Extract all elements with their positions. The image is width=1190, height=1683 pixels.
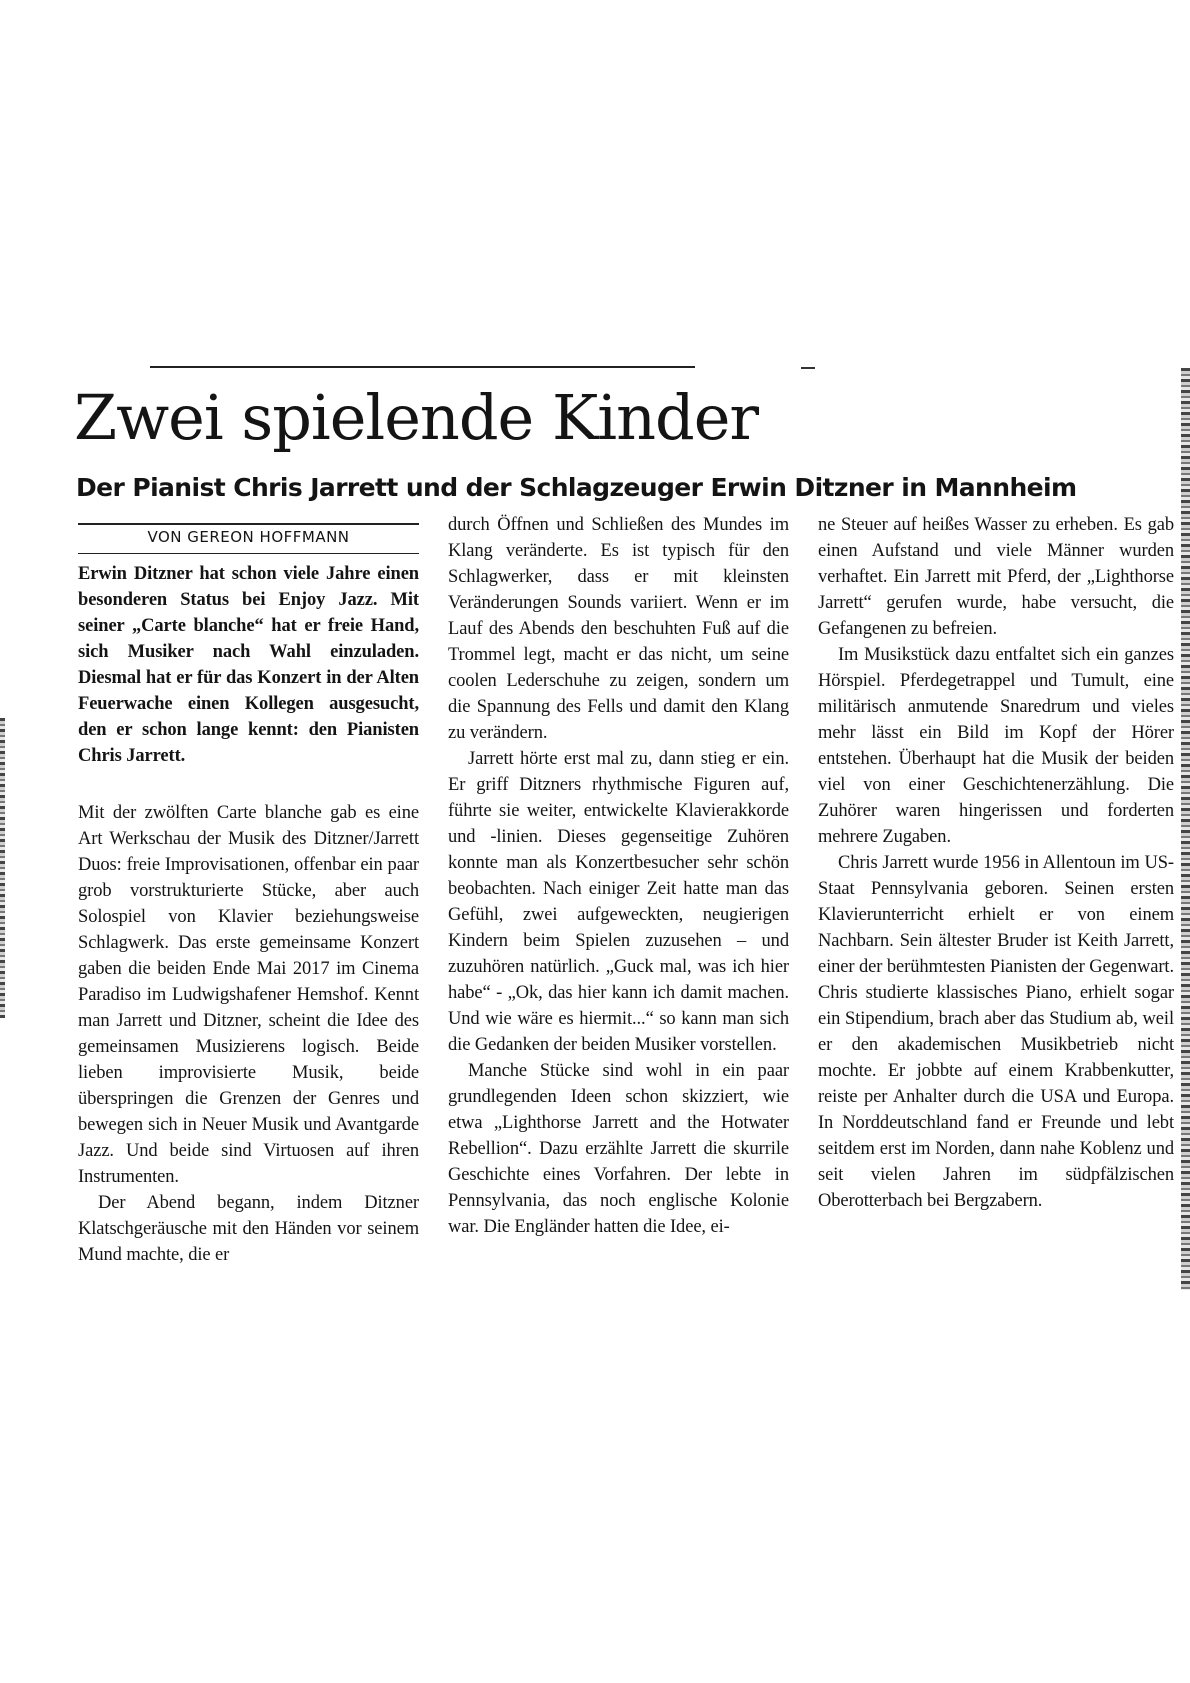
- byline-rule-bottom: [78, 553, 419, 554]
- headline: Zwei spielende Kinder: [74, 381, 759, 454]
- column-2: [448, 512, 789, 1240]
- scan-edge-right: [1181, 368, 1190, 1290]
- column-3: [818, 512, 1174, 1214]
- body-paragraph: Im Musikstück dazu entfaltet sich ein ganzes Hörspiel. Pferdegetrappel und Tumult, eine militärisch anmutende Snaredrum und vieles mehr lässt ein Bild im Kopf der Hörer entstehen. Überhaupt hat die Musik der beiden viel von einer Geschichtenerzählung. Die Zuhörer waren hingerissen und forderten mehrere Zugaben.: [818, 645, 1174, 847]
- scan-edge-left: [0, 718, 5, 1018]
- body-paragraph: Jarrett hörte erst mal zu, dann stieg er ein. Er griff Ditzners rhythmische Figuren auf, führte sie weiter, entwickelte Klavierakkorde und -linien. Dieses gegenseitige Zuhören konnte man als Konzertbesucher sehr schön beobachten. Nach einiger Zeit hatte man das Gefühl, zwei aufgeweckten, neugierigen Kindern beim Spielen zuzusehen – und zuzuhören natürlich. „Guck mal, was ich hier habe“ - „Ok, das hier kann ich damit machen. Und wie wäre es hiermit...“ so kann man sich die Gedanken der beiden Musiker vorstellen.: [448, 749, 789, 1055]
- body-paragraph: durch Öffnen und Schließen des Mundes im Klang veränderte. Es ist typisch für den Schlagwerker, dass er mit kleinsten Veränderungen Sounds variiert. Wenn er im Lauf des Abends den beschuhten Fuß auf die Trommel legt, macht er das nicht, um seine coolen Lederschuhe zu zeigen, sondern um die Spannung des Fells und damit den Klang zu verändern.: [448, 515, 789, 743]
- byline-rule-top: [78, 523, 419, 525]
- column-1: [78, 561, 419, 1268]
- body-paragraph: Mit der zwölften Carte blanche gab es eine Art Werkschau der Musik des Ditzner/Jarrett Duos: freie Improvisationen, offenbar ein paar grob vorstrukturierte Stücke, aber auch Solospiel von Klavier beziehungsweise Schlagwerk. Das erste gemeinsame Konzert gaben die beiden Ende Mai 2017 im Cinema Paradiso im Ludwigshafener Hemshof. Kennt man Jarrett und Ditzner, scheint die Idee des gemeinsamen Musizierens logisch. Beide lieben improvisierte Musik, beide überspringen die Grenzen der Genres und bewegen sich in Neuer Musik und Avantgarde Jazz. Und beide sind Virtuosen auf ihren Instrumenten.: [78, 803, 419, 1187]
- top-rule: [150, 366, 695, 368]
- body-paragraph: Der Abend begann, indem Ditzner Klatschgeräusche mit den Händen vor seinem Mund machte, die er: [78, 1193, 419, 1265]
- lead-paragraph: Erwin Ditzner hat schon viele Jahre einen besonderen Status bei Enjoy Jazz. Mit seiner „Carte blanche“ hat er freie Hand, sich Musiker nach Wahl einzuladen. Diesmal hat er für das Konzert in der Alten Feuerwache einen Kollegen ausgesucht, den er schon lange kennt: den Pianisten Chris Jarrett.: [78, 564, 419, 766]
- body-paragraph: ne Steuer auf heißes Wasser zu erheben. Es gab einen Aufstand und viele Männer wurden verhaftet. Ein Jarrett mit Pferd, der „Lighthorse Jarrett“ gerufen wurde, habe versucht, die Gefangenen zu befreien.: [818, 515, 1174, 639]
- byline: VON GEREON HOFFMANN: [147, 528, 350, 546]
- body-paragraph: Chris Jarrett wurde 1956 in Allentoun im US-Staat Pennsylvania geboren. Seinen ersten Klavierunterricht erhielt er von einem Nachbarn. Sein ältester Bruder ist Keith Jarrett, einer der berühmtesten Pianisten der Gegenwart. Chris studierte klassisches Piano, erhielt sogar ein Stipendium, brach aber das Studium ab, weil er den akademischen Musikbetrieb nicht mochte. Er jobbte auf einem Krabbenkutter, reiste per Anhalter durch die USA und Europa. In Norddeutschland fand er Freunde und lebt seitdem erst im Norden, dann nahe Koblenz und seit vielen Jahren im südpfälzischen Oberotterbach bei Bergzabern.: [818, 853, 1174, 1211]
- body-paragraph: Manche Stücke sind wohl in ein paar grundlegenden Ideen schon skizziert, wie etwa „Lighthorse Jarrett and the Hotwater Rebellion“. Dazu erzählte Jarrett die skurrile Geschichte eines Vorfahren. Der lebte in Pennsylvania, das noch englische Kolonie war. Die Engländer hatten die Idee, ei-: [448, 1061, 789, 1237]
- top-dash: [801, 367, 815, 369]
- subheadline: Der Pianist Chris Jarrett und der Schlagzeuger Erwin Ditzner in Mannheim: [76, 473, 1077, 502]
